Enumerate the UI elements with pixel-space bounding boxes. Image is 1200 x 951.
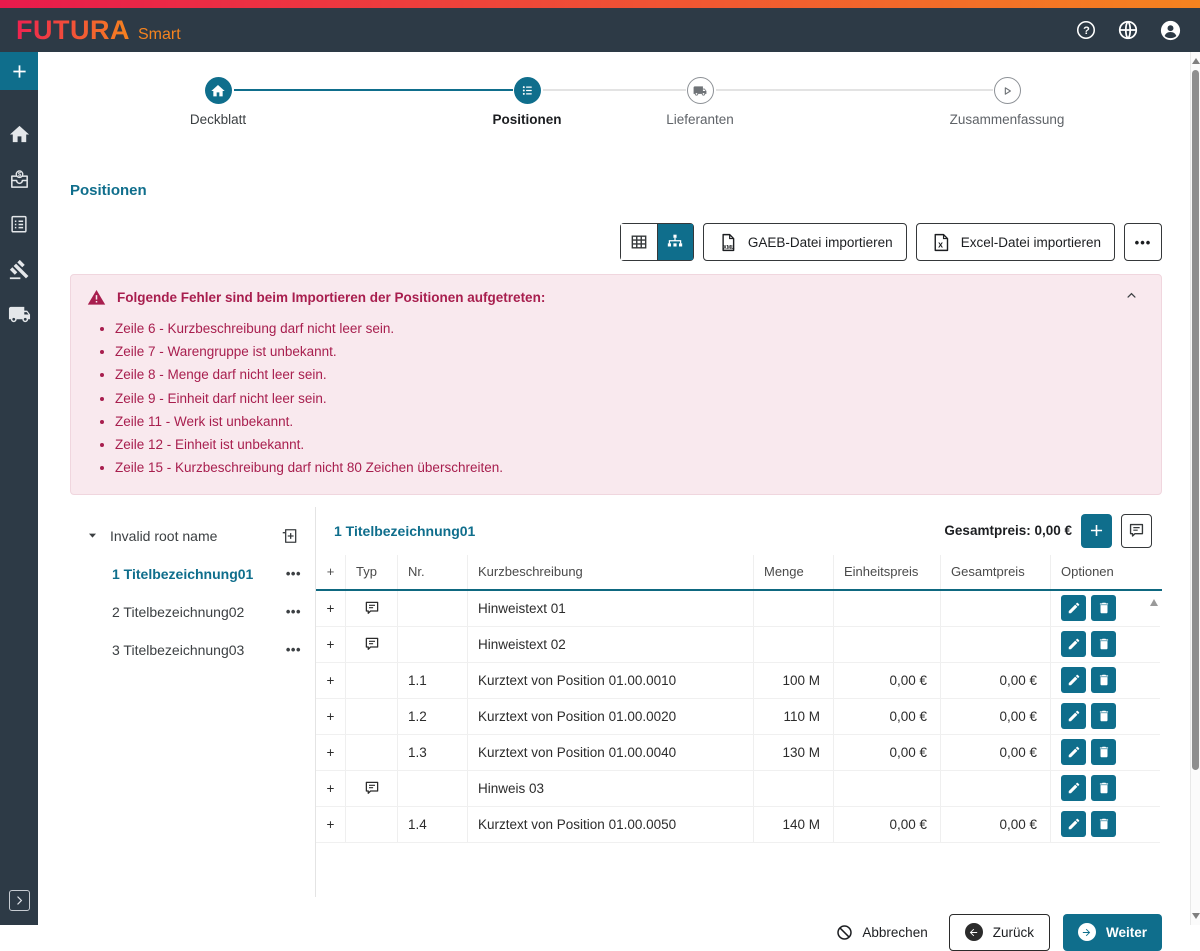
- delete-row-button[interactable]: [1091, 775, 1116, 801]
- import-error-panel: [70, 274, 1162, 495]
- wizard-footer: [70, 914, 1162, 951]
- list-icon: [519, 82, 536, 99]
- scrollbar-thumb[interactable]: [1192, 70, 1199, 770]
- table-header-row: [316, 555, 1162, 591]
- edit-row-button[interactable]: [1061, 667, 1086, 693]
- caret-down-icon[interactable]: [86, 529, 99, 542]
- cell-einheitspreis: 0,00 €: [834, 807, 941, 843]
- column-header-optionen: Optionen: [1061, 564, 1114, 580]
- page-title: Positionen: [70, 182, 147, 199]
- error-item: • Zeile 7 - Warengruppe ist unbekannt.: [115, 343, 1145, 361]
- error-list: [99, 320, 1145, 478]
- cell-menge: [754, 627, 834, 663]
- table-title: 1 Titelbezeichnung01: [334, 522, 476, 539]
- expand-row-button[interactable]: +: [316, 771, 346, 807]
- cell-gesamtpreis: 0,00 €: [941, 699, 1051, 735]
- import-gaeb-button[interactable]: [703, 223, 907, 261]
- scroll-down-arrow[interactable]: [1192, 913, 1200, 919]
- tree-root[interactable]: [70, 517, 315, 555]
- trash-icon: [1097, 817, 1111, 831]
- add-note-button[interactable]: [1121, 514, 1152, 548]
- pencil-icon: [1067, 709, 1081, 723]
- tree-item-label: 3 Titelbezeichnung03: [112, 641, 245, 658]
- sidebar-item-positions-list[interactable]: [7, 212, 31, 236]
- tree-item-label: 1 Titelbezeichnung01: [112, 565, 254, 582]
- tree-item-menu-button[interactable]: •••: [285, 604, 301, 620]
- column-header-typ: Typ: [346, 555, 398, 589]
- play-icon: [999, 83, 1015, 99]
- home-icon: [210, 83, 226, 99]
- more-options-button[interactable]: [1124, 223, 1162, 261]
- cell-einheitspreis: [834, 771, 941, 807]
- cell-kurzbeschreibung: Hinweistext 02: [468, 627, 754, 663]
- total-price-label: Gesamtpreis: 0,00 €: [944, 523, 1072, 539]
- error-item: • Zeile 8 - Menge darf nicht leer sein.: [115, 366, 1145, 384]
- error-item: • Zeile 9 - Einheit darf nicht leer sein.: [115, 390, 1145, 408]
- trash-icon: [1097, 673, 1111, 687]
- cell-nr: 1.1: [398, 663, 468, 699]
- cell-menge: 130 M: [754, 735, 834, 771]
- expand-row-button[interactable]: +: [316, 663, 346, 699]
- table-row: [316, 591, 1162, 627]
- tree-root-label: Invalid root name: [110, 527, 218, 544]
- grid-view-button[interactable]: [621, 224, 657, 260]
- chevron-up-icon: [1124, 288, 1139, 303]
- step-zusammenfassung[interactable]: [917, 77, 1097, 127]
- error-item: • Zeile 6 - Kurzbeschreibung darf nicht leer sein.: [115, 320, 1145, 338]
- app-logo: [16, 15, 181, 46]
- trash-icon: [1097, 709, 1111, 723]
- cell-menge: 100 M: [754, 663, 834, 699]
- expand-row-button[interactable]: +: [316, 699, 346, 735]
- step-label: Positionen: [492, 112, 562, 127]
- tree-item-menu-button[interactable]: •••: [285, 566, 301, 582]
- cell-kurzbeschreibung: Hinweistext 01: [468, 591, 754, 627]
- positions-table-pane: [316, 507, 1162, 897]
- cancel-button[interactable]: [827, 923, 935, 942]
- error-item: • Zeile 15 - Kurzbeschreibung darf nicht 80 Zeichen überschreiten.: [115, 459, 1145, 477]
- step-label: Deckblatt: [189, 112, 247, 127]
- help-icon[interactable]: [1075, 19, 1097, 41]
- cell-menge: [754, 591, 834, 627]
- delete-row-button[interactable]: [1091, 811, 1116, 837]
- view-toggle: [620, 223, 694, 261]
- tree-view-button[interactable]: [657, 224, 693, 260]
- column-header-kurzbeschreibung: Kurzbeschreibung: [468, 555, 754, 589]
- add-box-icon: [279, 526, 299, 546]
- tree-item-menu-button[interactable]: •••: [285, 642, 301, 658]
- sidebar-item-inbox-dollar[interactable]: [7, 167, 31, 191]
- structure-tree: [70, 507, 316, 897]
- tree-view-icon: [665, 232, 685, 252]
- cell-nr: [398, 771, 468, 807]
- cell-kurzbeschreibung: Kurztext von Position 01.00.0040: [468, 735, 754, 771]
- back-button[interactable]: [949, 914, 1050, 951]
- scroll-up-arrow[interactable]: [1192, 58, 1200, 64]
- delete-row-button[interactable]: [1091, 595, 1116, 621]
- brand-gradient-bar: [0, 0, 1200, 8]
- cell-einheitspreis: [834, 627, 941, 663]
- truck-icon: [693, 84, 707, 98]
- hint-type-icon: [363, 635, 381, 653]
- error-item: • Zeile 11 - Werk ist unbekannt.: [115, 413, 1145, 431]
- cell-menge: 140 M: [754, 807, 834, 843]
- page-scrollbar[interactable]: [1190, 52, 1200, 925]
- ellipsis-icon: •••: [1134, 234, 1152, 250]
- cell-nr: [398, 591, 468, 627]
- edit-row-button[interactable]: [1061, 775, 1086, 801]
- table-row: [316, 771, 1162, 807]
- positions-toolbar: [70, 223, 1162, 261]
- sidebar-item-logistics[interactable]: [7, 302, 31, 326]
- comment-icon: [1127, 521, 1146, 540]
- cell-nr: 1.4: [398, 807, 468, 843]
- xml-file-icon: [717, 232, 738, 253]
- pencil-icon: [1067, 601, 1081, 615]
- hint-type-icon: [363, 779, 381, 797]
- table-scrollbar-header-spacer: [1146, 555, 1160, 589]
- app-header: [0, 8, 1200, 52]
- pencil-icon: [1067, 637, 1081, 651]
- sidebar-item-auctions[interactable]: [7, 257, 31, 281]
- left-sidebar: [0, 52, 38, 925]
- arrow-right-circle-icon: [1078, 923, 1096, 941]
- column-header-gesamtpreis: Gesamtpreis: [941, 555, 1051, 589]
- tree-item-title02[interactable]: [70, 593, 315, 631]
- back-label: Zurück: [992, 924, 1034, 940]
- sidebar-create-button[interactable]: [0, 52, 38, 90]
- cell-gesamtpreis: 0,00 €: [941, 735, 1051, 771]
- table-row: [316, 663, 1162, 699]
- pencil-icon: [1067, 817, 1081, 831]
- expand-row-button[interactable]: +: [316, 627, 346, 663]
- grid-view-icon: [629, 232, 649, 252]
- cell-kurzbeschreibung: Kurztext von Position 01.00.0050: [468, 807, 754, 843]
- positions-section: [70, 507, 1162, 897]
- cell-einheitspreis: [834, 591, 941, 627]
- error-panel-collapse-button[interactable]: [1124, 288, 1139, 303]
- step-deckblatt[interactable]: [128, 77, 308, 127]
- edit-row-button[interactable]: [1061, 739, 1086, 765]
- table-scroll-up-arrow[interactable]: [1150, 599, 1158, 606]
- cell-einheitspreis: 0,00 €: [834, 663, 941, 699]
- sidebar-item-home[interactable]: [7, 122, 31, 146]
- column-header-einheitspreis: Einheitspreis: [834, 555, 941, 589]
- column-header-menge: Menge: [754, 555, 834, 589]
- delete-row-button[interactable]: [1091, 703, 1116, 729]
- tree-item-label: 2 Titelbezeichnung02: [112, 603, 245, 620]
- arrow-left-circle-icon: [965, 923, 983, 941]
- edit-row-button[interactable]: [1061, 811, 1086, 837]
- expand-row-button[interactable]: +: [316, 807, 346, 843]
- step-positionen[interactable]: [437, 77, 617, 127]
- step-label: Lieferanten: [666, 112, 734, 127]
- cell-kurzbeschreibung: Hinweis 03: [468, 771, 754, 807]
- globe-icon[interactable]: [1117, 19, 1139, 41]
- step-lieferanten[interactable]: [610, 77, 790, 127]
- error-item: • Zeile 12 - Einheit ist unbekannt.: [115, 436, 1145, 454]
- main-area: [38, 52, 1190, 940]
- column-header-nr: Nr.: [398, 555, 468, 589]
- logo-suffix: Smart: [137, 25, 181, 43]
- edit-row-button[interactable]: [1061, 595, 1086, 621]
- cell-gesamtpreis: 0,00 €: [941, 807, 1051, 843]
- trash-icon: [1097, 601, 1111, 615]
- trash-icon: [1097, 781, 1111, 795]
- edit-row-button[interactable]: [1061, 703, 1086, 729]
- trash-icon: [1097, 745, 1111, 759]
- tree-item-title03[interactable]: [70, 631, 315, 669]
- table-row: [316, 699, 1162, 735]
- cell-gesamtpreis: 0,00 €: [941, 663, 1051, 699]
- import-excel-button[interactable]: [916, 223, 1115, 261]
- expand-row-button[interactable]: +: [316, 735, 346, 771]
- table-row: [316, 627, 1162, 663]
- tree-item-title01[interactable]: [70, 555, 315, 593]
- cancel-label: Abbrechen: [862, 924, 928, 940]
- cell-gesamtpreis: [941, 771, 1051, 807]
- pencil-icon: [1067, 673, 1081, 687]
- cell-gesamtpreis: [941, 627, 1051, 663]
- expand-row-button[interactable]: +: [316, 591, 346, 627]
- step-label: Zusammenfassung: [949, 112, 1065, 127]
- table-row: [316, 735, 1162, 771]
- cell-kurzbeschreibung: Kurztext von Position 01.00.0010: [468, 663, 754, 699]
- wizard-stepper: [38, 52, 1190, 140]
- user-icon[interactable]: [1159, 19, 1182, 42]
- error-panel-title: Folgende Fehler sind beim Importieren der Positionen aufgetreten:: [117, 290, 546, 305]
- plus-icon: [9, 61, 30, 82]
- logo-text: FUTURA: [16, 14, 130, 45]
- delete-row-button[interactable]: [1091, 631, 1116, 657]
- cell-nr: 1.3: [398, 735, 468, 771]
- sidebar-expand-button[interactable]: [9, 890, 30, 911]
- hint-type-icon: [363, 599, 381, 617]
- trash-icon: [1097, 637, 1111, 651]
- plus-icon: [1087, 521, 1106, 540]
- add-position-button[interactable]: [1081, 514, 1112, 548]
- cell-kurzbeschreibung: Kurztext von Position 01.00.0020: [468, 699, 754, 735]
- delete-row-button[interactable]: [1091, 739, 1116, 765]
- warning-icon: [87, 288, 106, 307]
- column-header-expand[interactable]: +: [316, 555, 346, 589]
- cell-einheitspreis: 0,00 €: [834, 699, 941, 735]
- delete-row-button[interactable]: [1091, 667, 1116, 693]
- cell-nr: [398, 627, 468, 663]
- pencil-icon: [1067, 781, 1081, 795]
- cell-menge: [754, 771, 834, 807]
- add-title-button[interactable]: [279, 526, 299, 546]
- import-excel-label: Excel-Datei importieren: [960, 234, 1101, 250]
- next-button[interactable]: [1063, 914, 1162, 951]
- next-label: Weiter: [1105, 924, 1147, 940]
- block-icon: [835, 923, 854, 942]
- excel-file-icon: [930, 232, 951, 253]
- table-row: [316, 807, 1162, 843]
- cell-gesamtpreis: [941, 591, 1051, 627]
- cell-menge: 110 M: [754, 699, 834, 735]
- chevron-right-icon: [13, 894, 26, 907]
- import-gaeb-label: GAEB-Datei importieren: [747, 234, 893, 250]
- pencil-icon: [1067, 745, 1081, 759]
- cell-einheitspreis: 0,00 €: [834, 735, 941, 771]
- edit-row-button[interactable]: [1061, 631, 1086, 657]
- cell-nr: 1.2: [398, 699, 468, 735]
